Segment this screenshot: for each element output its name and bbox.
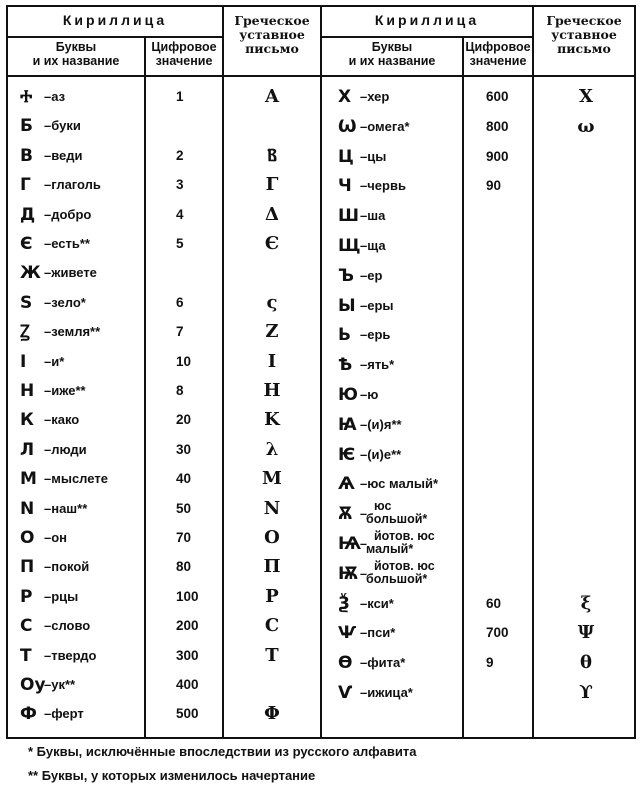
numeric-value: 300 [176,647,199,663]
table-row [0,117,640,146]
cyrillic-letter: Ⰰ [20,87,33,107]
letter-name: –ерь [360,327,391,343]
cyrillic-letter: Оу [20,675,46,695]
letter-name: –червь [360,178,406,194]
cyrillic-letter: Ѱ [338,623,357,644]
table-row [0,296,640,325]
greek-letter: ω [577,115,595,137]
header-line: письмо [557,41,611,56]
letter-name: –цы [360,148,387,164]
header-line: Буквы [371,40,413,54]
greek-letter: Κ [264,409,280,431]
table-row [0,355,640,384]
letter-name: –твердо [44,647,97,663]
greek-letter: Η [263,380,281,401]
numeric-value: 30 [176,441,192,457]
letter-name-line: йотов. юс [374,529,435,543]
table-border-top [6,5,636,7]
header-line: Буквы [55,40,97,54]
greek-letter: Ν [263,497,281,519]
cyrillic-letter: К [20,410,34,431]
header-bottom-line [6,75,636,77]
greek-letter: Τ [265,644,279,666]
cyrillic-letter: Ы [338,295,356,316]
greek-letter: ξ [580,592,592,614]
numeric-value: 200 [176,618,199,634]
header-letters-names [322,40,462,68]
cyrillic-letter: Ш [338,206,360,227]
cyrillic-letter: Ч [338,176,352,197]
greek-letter: ϒ [579,682,593,703]
numeric-value: 3 [176,177,184,193]
letter-name: –ша [360,208,386,224]
cyrillic-letter: Щ [338,236,361,256]
numeric-value: 90 [486,178,502,194]
numeric-value: 50 [176,500,192,516]
letter-name: –хер [360,89,390,104]
cyrillic-letter: Р [20,586,33,607]
letter-name-dash: – [360,537,367,551]
greek-letter: Χ [579,86,593,107]
header-divider [6,36,222,38]
header-line: Греческое [234,13,310,28]
numeric-value: 2 [176,147,184,163]
cyrillic-letter: Д [20,204,36,225]
header-numeric-value [146,40,222,68]
letter-name: –наш** [44,500,88,516]
greek-letter: Ψ [577,622,595,644]
numeric-value: 80 [176,559,192,575]
table-border-bottom [6,737,636,739]
table-row [0,415,640,444]
letter-name-line: йотов. юс [374,558,435,573]
cyrillic-letter: Ю [338,385,358,405]
letter-name: –ю [360,387,379,402]
greek-letter: Α [265,86,279,107]
header-line: письмо [245,41,299,56]
letter-name-line: большой* [366,512,428,527]
letter-name: –ук** [44,677,76,692]
footnote-two-star: ** Буквы, у которых изменилось начертание [28,768,316,783]
letter-name: –(и)е** [360,446,402,462]
cyrillic-letter: Ѥ [338,444,356,465]
cyrillic-letter: Ѡ [338,116,357,137]
letter-name: –еры [360,297,394,313]
numeric-value: 100 [176,588,199,604]
header-line: и их название [32,54,120,68]
cyrillic-letter: N [20,498,35,519]
numeric-value: 20 [176,412,192,428]
letter-name: –фита* [360,655,406,671]
letter-name: –слово [44,618,91,634]
letter-name: –ижица* [360,685,413,700]
header-letters-names [8,40,144,68]
letter-name [360,530,435,556]
numeric-value: 6 [176,294,184,310]
cyrillic-letter: Ъ [338,265,354,286]
table-row [0,176,640,205]
header-line: уставное [551,27,617,42]
cyrillic-letter: Ф [20,704,37,725]
numeric-value: 4 [176,206,184,222]
cyrillic-letter: Ѣ [338,355,353,376]
cyrillic-letter: Ѩ [338,534,362,554]
letter-name-line: большой* [366,571,428,586]
letter-name: –зело* [44,294,86,310]
letter-name: –веди [44,147,83,163]
letter-name: –рцы [44,588,79,604]
cyrillic-letter: Ѳ [338,653,353,674]
cyrillic-letter: Ѧ [338,474,355,495]
cyrillic-letter: Ж [20,263,41,284]
letter-name-dash: – [360,566,367,581]
letter-name: –добро [44,206,92,222]
cyrillic-letter: Ꙗ [338,414,357,435]
letter-name: –ять* [360,357,395,373]
cyrillic-letter: Л [20,439,35,460]
footnote-one-star: * Буквы, исключённые впоследствии из русского алфавита [28,744,417,759]
header-line: Цифровое [465,40,531,54]
numeric-value: 500 [176,706,199,722]
numeric-value: 40 [176,471,192,487]
greek-letter: Ο [264,527,280,548]
greek-letter: Ⲃ [267,144,277,166]
table-row [0,474,640,503]
cyrillic-letter: П [20,557,35,578]
numeric-value: 70 [176,530,192,545]
cyrillic-letter: Ꙁ [20,322,30,343]
numeric-value: 1 [176,89,184,104]
cyrillic-letter: Б [20,116,33,137]
greek-letter: ς [266,291,278,313]
letter-name: –и* [44,353,65,369]
cyrillic-letter: Н [20,381,35,401]
table-row [0,445,640,474]
greek-letter: θ [579,652,592,674]
header-cyrillic: Кириллица [374,12,480,28]
letter-name-line: малый* [366,542,414,556]
greek-letter: Γ [265,174,279,196]
letter-name: –земля** [44,324,101,340]
letter-name: –он [44,530,68,545]
greek-letter: Φ [264,703,280,725]
letter-name: –како [44,412,80,428]
letter-name: –омега* [360,118,410,134]
cyrillic-letter: Х [338,87,352,107]
table-row [0,558,640,593]
table-row [0,529,640,563]
table-row [0,499,640,533]
letter-name: –ща [360,238,386,253]
cyrillic-letter: І [20,351,27,372]
cyrillic-letter: Ѭ [338,563,360,584]
numeric-value: 8 [176,383,184,398]
numeric-value: 10 [176,353,192,369]
cyrillic-letter: В [20,145,33,166]
header-cyrillic: Кириллица [62,12,168,28]
numeric-value: 400 [176,677,199,692]
letter-name: –иже** [44,383,86,398]
header-line: Цифровое [151,40,217,54]
header-numeric-value [464,40,532,68]
header-line: Греческое [546,13,622,28]
numeric-value: 600 [486,89,509,104]
header-line: уставное [239,27,305,42]
table-row [0,203,640,235]
cyrillic-letter: Ц [338,146,354,167]
cyrillic-letter: Ѫ [338,504,353,525]
greek-letter: Μ [262,468,282,490]
letter-name: –кси* [360,595,394,611]
cyrillic-letter: Є [20,234,33,254]
cyrillic-letter: О [20,528,35,548]
letter-name: –ферт [44,706,84,722]
table-row [0,385,640,414]
numeric-value: 60 [486,595,502,611]
table-row [0,144,640,176]
cyrillic-letter: С [20,616,33,637]
table-row [0,683,640,712]
letter-name-dash: – [360,507,367,522]
letter-name: –пси* [360,625,396,641]
greek-letter: С [264,615,280,637]
cyrillic-letter: Т [20,645,32,666]
numeric-value: 700 [486,625,509,641]
letter-name: –мыслете [44,471,108,487]
table-row [0,623,640,652]
letter-name: –(и)я** [360,416,402,432]
letter-name: –живете [44,265,97,281]
table-row [0,233,640,265]
header-greek-uncial [534,14,634,56]
table-row [0,594,640,623]
table-row [0,266,640,295]
letter-name: –ер [360,267,383,283]
letter-name [360,560,435,586]
table-row [0,325,640,354]
header-divider [322,36,532,38]
header-greek-uncial [224,14,320,56]
letter-name [360,500,427,526]
letter-name: –люди [44,441,87,457]
greek-letter: Δ [265,203,279,225]
greek-letter: Є [264,233,280,254]
numeric-value: 5 [176,236,184,251]
greek-letter: Ι [267,350,277,372]
letter-name: –покой [44,559,90,575]
cyrillic-letter: М [20,469,37,490]
cyrillic-letter: Ѕ [20,292,33,313]
numeric-value: 800 [486,118,509,134]
letter-name: –юс малый* [360,476,439,492]
letter-name: –есть** [44,236,90,251]
letter-name-line: юс [374,499,392,514]
cyrillic-letter: Г [20,175,31,196]
greek-letter: Ρ [265,585,279,607]
table-row [0,653,640,682]
greek-letter: Π [263,556,281,578]
greek-letter: Ζ [265,321,279,343]
numeric-value: 7 [176,324,184,340]
cyrillic-letter: Ь [338,325,351,346]
greek-letter: λ [265,438,279,460]
letter-name: –буки [44,118,81,134]
numeric-value: 9 [486,655,494,671]
header-line: значение [469,54,527,68]
letter-name: –аз [44,89,66,104]
cyrillic-letter: Ѯ [338,593,350,614]
numeric-value: 900 [486,148,509,164]
table-row [0,87,640,116]
cyrillic-letter: Ѵ [338,683,353,703]
header-line: значение [155,54,213,68]
letter-name: –глаголь [44,177,101,193]
header-line: и их название [348,54,436,68]
